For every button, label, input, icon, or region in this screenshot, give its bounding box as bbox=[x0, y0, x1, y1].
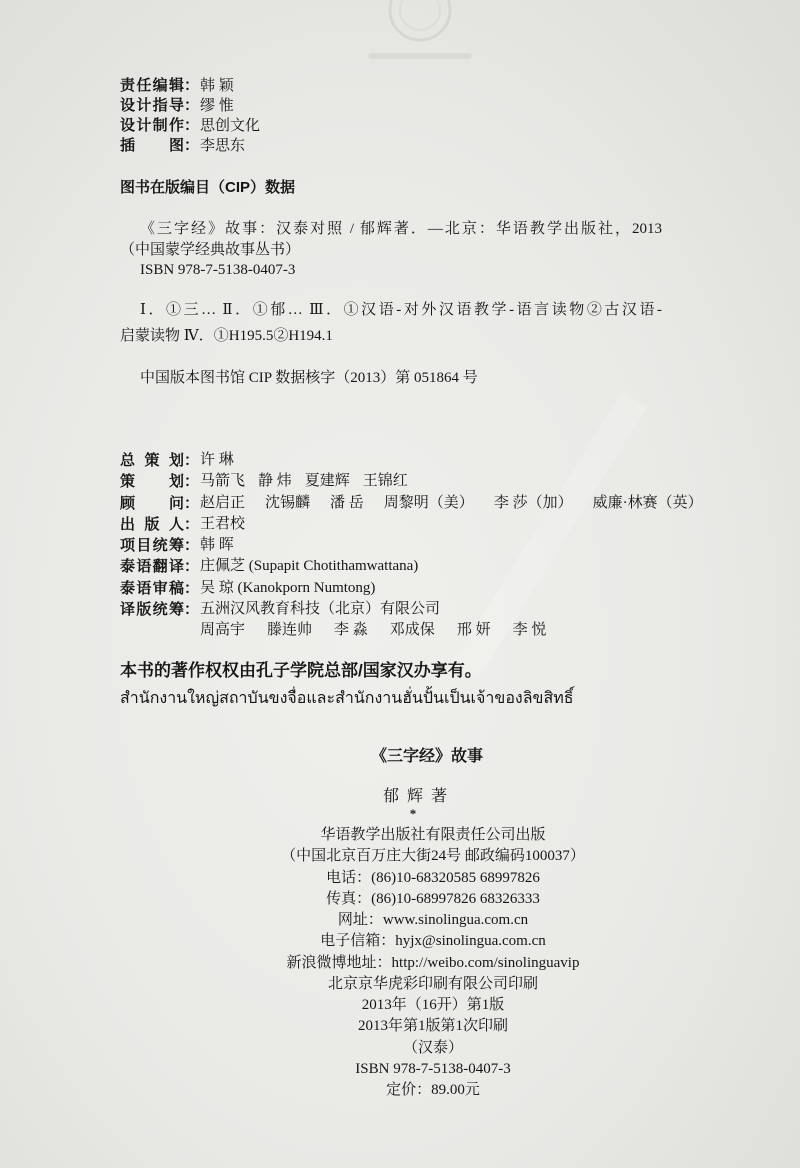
colon: ： bbox=[184, 558, 200, 576]
credit-name: 赵启正 bbox=[200, 494, 246, 511]
credit-row-project-coordinator bbox=[120, 535, 780, 556]
credit-name-list bbox=[200, 620, 546, 641]
credit-name: 马箭飞 bbox=[200, 473, 246, 490]
cip-isbn-line: ISBN 978-7-5138-0407-3 bbox=[140, 262, 296, 278]
staff-label: 责任编辑 bbox=[120, 77, 184, 94]
phone-line: 电话：(86)10-68320585 68997826 bbox=[326, 869, 540, 886]
printer-line: 北京京华虎彩印刷有限公司印刷 bbox=[327, 975, 538, 992]
credit-row-thai-translator bbox=[120, 556, 780, 577]
language-line: （汉泰） bbox=[402, 1039, 463, 1056]
colophon-block bbox=[183, 825, 683, 1101]
credit-label: 泰语翻译 bbox=[120, 558, 184, 576]
staff-row-design-production bbox=[120, 116, 720, 136]
colon: ： bbox=[184, 452, 200, 469]
staff-value: 韩 颖 bbox=[200, 78, 234, 94]
address-line: （中国北京百万庄大街24号 邮政编码100037） bbox=[281, 848, 585, 865]
staff-row-illustrator bbox=[120, 136, 720, 156]
credit-label: 策 划 bbox=[120, 473, 184, 491]
staff-row-editor bbox=[120, 76, 720, 96]
credit-name: 李 莎（加） bbox=[493, 494, 573, 511]
colon: ： bbox=[184, 579, 200, 597]
credit-name: 静 炜 bbox=[258, 473, 292, 490]
staff-value: 思创文化 bbox=[200, 118, 261, 134]
credit-label: 顾 问 bbox=[120, 494, 184, 512]
credit-name: 威廉·林赛（英） bbox=[592, 494, 703, 511]
cip-catalog-line: 中国版本图书馆 CIP 数据核字（2013）第 051864 号 bbox=[140, 370, 478, 386]
edition-line: 2013年（16开）第1版 bbox=[361, 997, 505, 1013]
colon: ： bbox=[184, 537, 200, 554]
credit-name: 王锦红 bbox=[362, 473, 408, 490]
credit-label: 泰语审稿 bbox=[120, 579, 184, 597]
colon: ： bbox=[184, 473, 200, 491]
cip-subject-line-cont: 启蒙读物 Ⅳ．①H195.5②H194.1 bbox=[120, 328, 333, 344]
credit-name: 邓成保 bbox=[389, 622, 435, 638]
cip-subject-line: Ⅰ．①三… Ⅱ．①郁… Ⅲ．①汉语-对外汉语教学-语言读物②古汉语- bbox=[140, 302, 662, 318]
price-line: 定价：89.00元 bbox=[386, 1082, 480, 1098]
colon: ： bbox=[184, 515, 200, 533]
credit-row-publisher bbox=[120, 514, 780, 535]
colon: ： bbox=[184, 137, 200, 154]
cip-title-line: 《三字经》故事：汉泰对照 / 郁辉著．—北京：华语教学出版社，2013 bbox=[140, 221, 662, 237]
credit-value: 庄佩芝 (Supapit Chotithamwattana) bbox=[200, 558, 419, 575]
colophon-separator: * bbox=[409, 806, 417, 821]
fax-line: 传真：(86)10-68997826 68326333 bbox=[326, 890, 540, 907]
credit-name: 沈锡麟 bbox=[265, 494, 311, 511]
credit-row-thai-reviewer bbox=[120, 578, 780, 599]
credit-name: 滕连帅 bbox=[267, 622, 313, 638]
credit-value: 吴 琼 (Kanokporn Numtong) bbox=[200, 579, 376, 596]
colon: ： bbox=[184, 77, 200, 94]
credit-name: 周黎明（美） bbox=[383, 494, 474, 511]
bleed-through-emblem bbox=[0, 0, 800, 80]
colon: ： bbox=[184, 494, 200, 512]
credit-name-list bbox=[200, 493, 703, 514]
staff-label: 设计制作 bbox=[120, 117, 184, 134]
weibo-line: 新浪微博地址：http://weibo.com/sinolinguavip bbox=[286, 954, 580, 971]
credit-value: 许 琳 bbox=[200, 452, 234, 468]
credit-label: 项目统筹 bbox=[120, 537, 184, 554]
credit-row-chief-planner bbox=[120, 450, 780, 471]
staff-block bbox=[120, 76, 720, 156]
credit-name: 潘 岳 bbox=[330, 494, 364, 511]
cip-series-line: （中国蒙学经典故事丛书） bbox=[120, 241, 301, 258]
credit-name: 周高宇 bbox=[200, 622, 246, 638]
credit-name: 夏建辉 bbox=[304, 473, 350, 490]
copyright-statement-thai: สำนักงานใหญ่สถาบันขงจื่อและสำนักงานฮั่นปั้นเป็นเจ้าของลิขสิทธิ์ bbox=[120, 690, 574, 707]
staff-row-design-director bbox=[120, 96, 720, 116]
credit-value: 王君校 bbox=[200, 515, 246, 532]
cip-heading: 图书在版编目（CIP）数据 bbox=[120, 179, 296, 196]
staff-label: 设计指导 bbox=[120, 97, 184, 114]
cip-subjects bbox=[120, 297, 680, 349]
website-line: 网址：www.sinolingua.com.cn bbox=[337, 912, 529, 928]
credit-value: 韩 晖 bbox=[200, 537, 234, 553]
credits-block bbox=[120, 450, 780, 641]
cip-record bbox=[120, 219, 680, 281]
credit-value: 五洲汉风教育科技（北京）有限公司 bbox=[200, 600, 441, 617]
printing-line: 2013年第1版第1次印刷 bbox=[357, 1018, 508, 1035]
credit-label: 出 版 人 bbox=[120, 515, 184, 533]
colophon-author: 郁 辉 著 bbox=[382, 788, 449, 805]
staff-value: 缪 惟 bbox=[200, 98, 234, 114]
colon: ： bbox=[184, 117, 200, 134]
copyright-statement-chinese: 本书的著作权权由孔子学院总部/国家汉办享有。 bbox=[120, 661, 482, 680]
staff-label: 插 图 bbox=[120, 137, 184, 154]
credit-name-list bbox=[200, 471, 408, 492]
credit-name: 邢 妍 bbox=[456, 622, 491, 638]
email-line: 电子信箱：hyjx@sinolingua.com.cn bbox=[320, 933, 546, 950]
credit-name: 李 悦 bbox=[512, 622, 547, 638]
isbn-line: ISBN 978-7-5138-0407-3 bbox=[355, 1060, 511, 1077]
credit-label: 译版统筹 bbox=[120, 600, 184, 618]
colon: ： bbox=[184, 97, 200, 114]
colophon-title: 《三字经》故事 bbox=[370, 748, 483, 765]
credit-row-advisers bbox=[120, 493, 780, 514]
publisher-line: 华语教学出版社有限责任公司出版 bbox=[320, 827, 546, 843]
credit-row-translation-team bbox=[120, 620, 780, 641]
credit-label: 总 策 划 bbox=[120, 452, 184, 469]
cip-catalog-number bbox=[120, 368, 680, 388]
staff-value: 李思东 bbox=[200, 138, 246, 154]
credit-row-planners bbox=[120, 471, 780, 492]
colon: ： bbox=[184, 600, 200, 618]
credit-name: 李 淼 bbox=[334, 622, 368, 638]
credit-row-translation-coordinator bbox=[120, 599, 780, 620]
